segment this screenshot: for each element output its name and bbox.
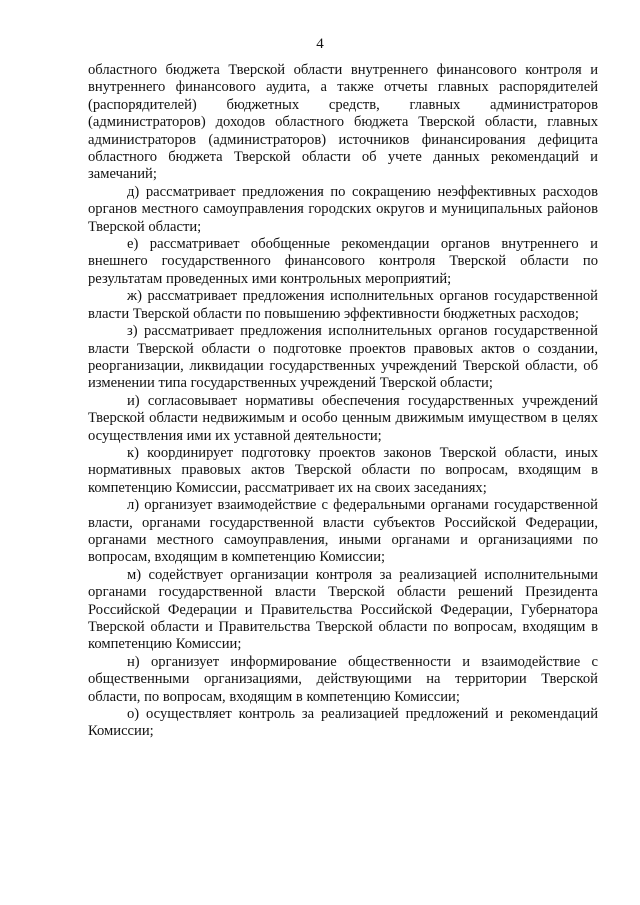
paragraph-continuation: областного бюджета Тверской области внутреннего финансового контроля и внутреннего финансового аудита, а также отчеты главных распорядителей (распорядителей) бюджетных средств, главных администраторов (администраторов) доходов областного бюджета Тверской области, главных администраторов (администраторов) источников финансирования дефицита областного бюджета Тверской области об учете данных рекомендаций и замечаний; — [88, 62, 598, 183]
paragraph-item-k: к) координирует подготовку проектов законов Тверской области, иных нормативных правовых актов Тверской области по вопросам, входящим в компетенцию Комиссии, рассматривает их на своих заседаниях; — [88, 444, 598, 496]
paragraph-item-m: м) содействует организации контроля за реализацией исполнительными органами государственной власти Тверской области решений Президента Российской Федерации и Правительства Российской Федерации, Губернатора Тверской области и Правительства Тверской области по вопросам, входящим в компетенцию Комиссии; — [88, 566, 598, 653]
paragraph-item-i: и) согласовывает нормативы обеспечения государственных учреждений Тверской области недвижимым и особо ценным движимым имуществом в целях осуществления ими их уставной деятельности; — [88, 392, 598, 444]
paragraph-item-o: о) осуществляет контроль за реализацией предложений и рекомендаций Комиссии; — [88, 706, 598, 740]
paragraph-item-e: е) рассматривает обобщенные рекомендации органов внутреннего и внешнего государственного финансового контроля Тверской области по результатам проведенных ими контрольных мероприятий; — [88, 236, 598, 287]
document-body — [88, 62, 598, 741]
paragraph-item-z: з) рассматривает предложения исполнительных органов государственной власти Тверской области о подготовке проектов правовых актов о создании, реорганизации, ликвидации государственных учреждений Тверской области, об изменении типа государственных учреждений Тверской области; — [88, 323, 598, 392]
paragraph-item-n: н) организует информирование общественности и взаимодействие с общественными организациями, действующими на территории Тверской области, по вопросам, входящим в компетенцию Комиссии; — [88, 653, 598, 705]
paragraph-item-d: д) рассматривает предложения по сокращению неэффективных расходов органов местного самоуправления городских округов и муниципальных районов Тверской области; — [88, 183, 598, 235]
paragraph-item-l: л) организует взаимодействие с федеральными органами государственной власти, органами государственной власти субъектов Российской Федерации, органами местного самоуправления, иными органами и организациями по вопросам, входящим в компетенцию Комиссии; — [88, 497, 598, 566]
page-number: 4 — [316, 36, 324, 52]
paragraph-item-zh: ж) рассматривает предложения исполнительных органов государственной власти Тверской области по повышению эффективности бюджетных расходов; — [88, 288, 598, 322]
